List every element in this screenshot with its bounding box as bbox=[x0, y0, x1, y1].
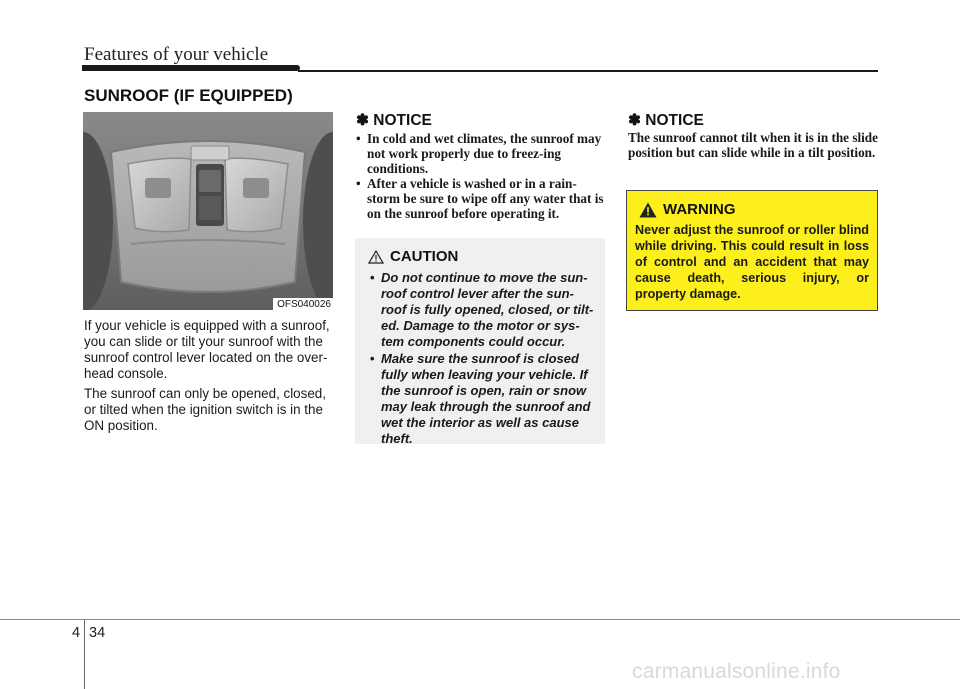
notice-title-right: ✽ NOTICE bbox=[628, 112, 704, 129]
overhead-console-illustration bbox=[83, 112, 333, 310]
caution-list bbox=[365, 270, 597, 447]
footer-rule bbox=[0, 619, 960, 620]
header-rule-thick bbox=[82, 65, 300, 71]
chapter-number: 4 bbox=[72, 625, 81, 641]
warning-triangle-icon bbox=[639, 202, 657, 218]
caution-title: CAUTION bbox=[390, 248, 459, 265]
notice-text-right: The sunroof cannot tilt when it is in the slide position but can slide while in a tilt position. bbox=[628, 130, 878, 160]
page-number: 34 bbox=[89, 625, 106, 641]
caution-triangle-icon bbox=[368, 250, 384, 264]
notice-list-left bbox=[356, 131, 605, 221]
page-header-title: Features of your vehicle bbox=[84, 44, 269, 65]
warning-text: Never adjust the sunroof or roller blind while driving. This could result in loss of control and an accident that may cause death, serious injury, or property damage. bbox=[635, 223, 869, 301]
warning-box bbox=[626, 190, 878, 311]
list-item: • After a vehicle is washed or in a rain-storm be sure to wipe off any water that is on the sunroof before operating it. bbox=[356, 176, 604, 221]
figure-code: OFS040026 bbox=[273, 298, 333, 310]
list-item: • Make sure the sunroof is closed fully when leaving your vehicle. If the sunroof is open, rain or snow may leak through the sunroof and wet the interior as well as cause theft. bbox=[370, 351, 591, 446]
header-rule-thin bbox=[298, 70, 878, 72]
body-paragraph-2: The sunroof can only be opened, closed, or tilted when the ignition switch is in the ON position. bbox=[84, 386, 326, 433]
list-item: • In cold and wet climates, the sunroof may not work properly due to freez-ing conditions. bbox=[356, 131, 602, 176]
notice-title-left: ✽ NOTICE bbox=[356, 112, 432, 129]
watermark: carmanualsonline.info bbox=[632, 660, 841, 683]
caution-box bbox=[355, 238, 605, 444]
footer-divider bbox=[84, 620, 85, 689]
section-title: SUNROOF (IF EQUIPPED) bbox=[84, 86, 293, 105]
warning-title: WARNING bbox=[663, 201, 736, 218]
sunroof-console-photo bbox=[83, 112, 333, 310]
body-paragraph-1: If your vehicle is equipped with a sunroof, you can slide or tilt your sunroof with the sunroof control lever located on the over-head console. bbox=[84, 318, 330, 381]
list-item: • Do not continue to move the sun-roof control lever after the sun-roof is fully opened, closed, or tilt-ed. Damage to the motor or sys-tem components could occur. bbox=[370, 270, 594, 349]
